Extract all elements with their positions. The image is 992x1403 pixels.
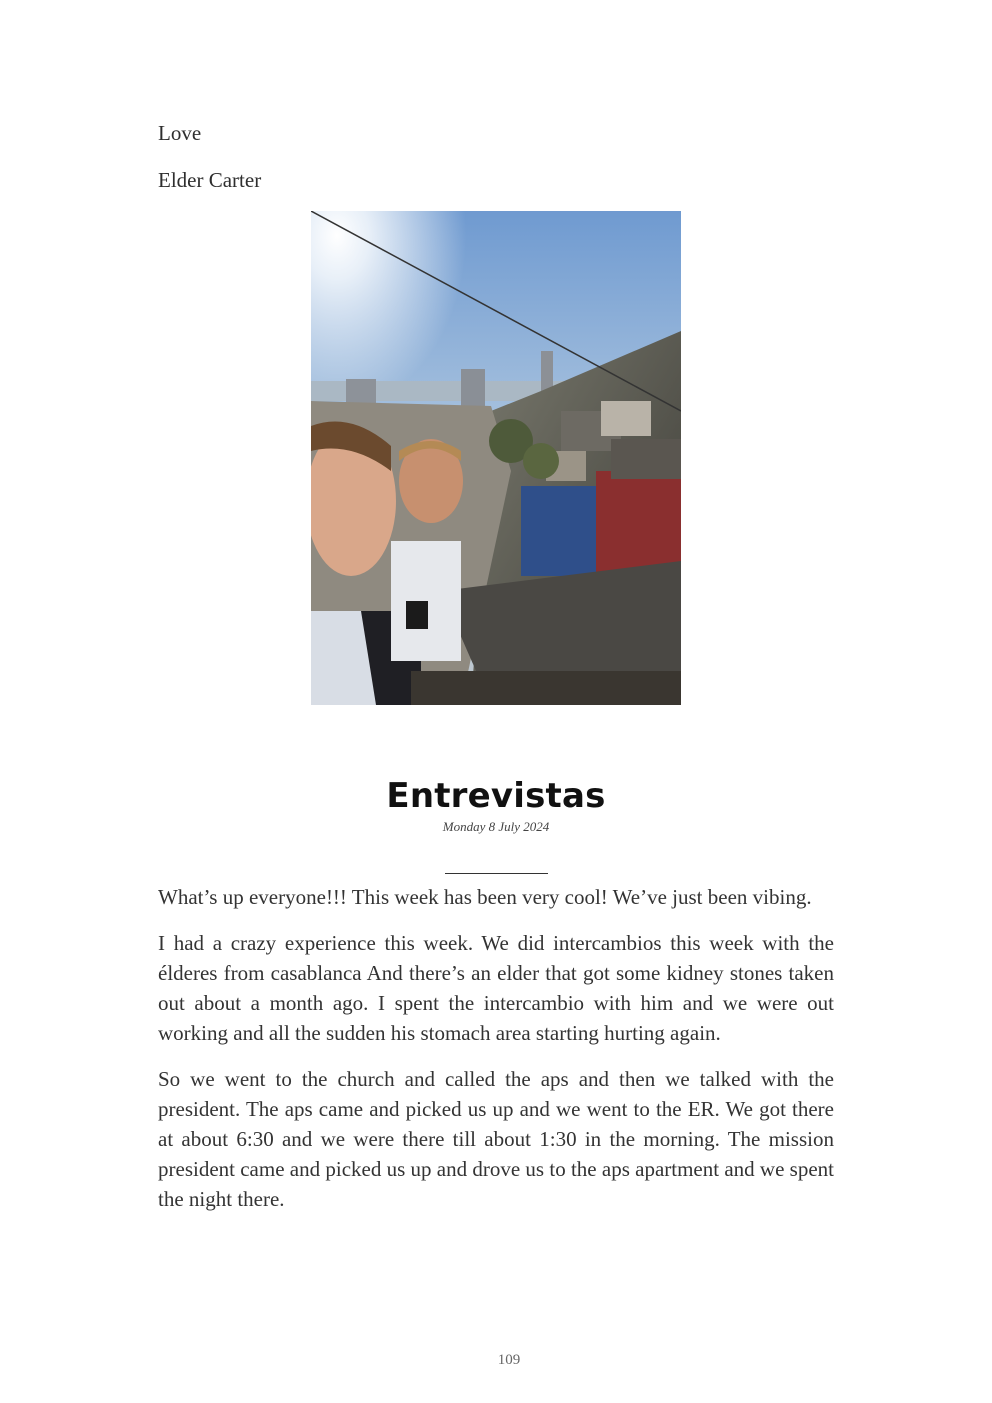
page-number: 109: [497, 1352, 521, 1368]
entry-body: [158, 882, 834, 1230]
body-paragraph: I had a crazy experience this week. We did intercambios this week with the élderes from casablanca And there’s an elder that got some kidney stones taken out about a month ago. I spent the intercambio with him and we were out working and all the sudden his stomach area starting hurting again.: [158, 931, 834, 1045]
closing-love: Love: [158, 121, 202, 145]
photo-selfie-city-hillside: [311, 211, 681, 705]
body-paragraph: What’s up everyone!!! This week has been very cool! We’ve just been vibing.: [158, 885, 812, 909]
body-paragraph: So we went to the church and called the aps and then we talked with the president. The aps came and picked us up and we went to the ER. We got there at about 6:30 and we were there till about 1:30 in the morning. The mission president came and picked us up and drove us to the aps apartment and we spent the night there.: [158, 1067, 834, 1211]
entry-date: Monday 8 July 2024: [442, 819, 550, 834]
entry-title: Entrevistas: [386, 776, 606, 816]
title-divider: [445, 873, 548, 874]
closing-signature: Elder Carter: [158, 168, 262, 192]
